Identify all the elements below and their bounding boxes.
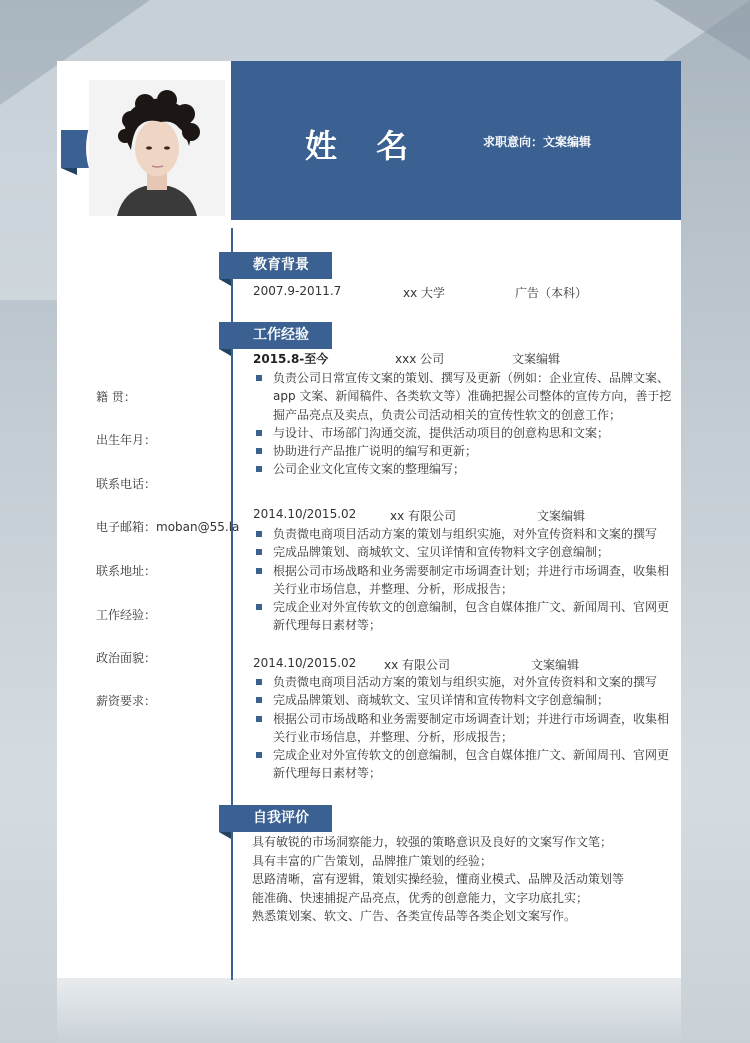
bullet-icon xyxy=(256,430,262,436)
list-item: 负责微电商项目活动方案的策划与组织实施，对外宣传资料和文案的撰写 xyxy=(253,673,673,691)
list-item: 公司企业文化宣传文案的整理编写； xyxy=(253,460,673,478)
list-item: 负责公司日常宣传文案的策划、撰写及更新（例如：企业宣传、品牌文案、app 文案、新闻稿件、各类软文等）准确把握公司整体的宣传方向，善于挖掘产品亮点及卖点，负责公司活动相关的宣传性软文的创意工作； xyxy=(253,369,673,424)
page-reflection xyxy=(57,978,681,1043)
sidebar-item-birth: 出生年月： xyxy=(96,433,157,447)
bullet-icon xyxy=(256,568,262,574)
sidebar-item-experience: 工作经验： xyxy=(96,608,157,622)
self-eval-line: 具有敏锐的市场洞察能力，较强的策略意识及良好的文案写作文笔； xyxy=(252,835,613,849)
bullet-icon xyxy=(256,604,262,610)
section-title-education: 教育背景 xyxy=(219,252,332,279)
list-item: 完成品牌策划、商城软文、宝贝详情和宣传物料文字创意编制； xyxy=(253,691,673,709)
header-left-tab-fold xyxy=(61,168,77,175)
sidebar-item-origin: 籍 贯： xyxy=(96,390,136,404)
section-fold-work xyxy=(219,349,231,356)
job-1-period: 2015.8-至今 xyxy=(253,352,329,366)
job-2-period: 2014.10/2015.02 xyxy=(253,507,357,521)
bullet-icon xyxy=(256,716,262,722)
self-eval-text xyxy=(252,833,672,926)
self-eval-line: 熟悉策划案、软文、广告、各类宣传品等各类企划文案写作。 xyxy=(252,909,577,924)
job-1-company: xxx 公司 xyxy=(395,352,445,366)
bullet-icon xyxy=(256,466,262,472)
list-item: 根据公司市场战略和业务需要制定市场调查计划；并进行市场调查，收集相关行业市场信息，并整理、分析，形成报告； xyxy=(253,562,673,599)
sidebar-item-salary: 薪资要求： xyxy=(96,694,157,708)
section-title-self-eval: 自我评价 xyxy=(219,805,332,832)
list-item: 完成企业对外宣传软文的创意编制，包含自媒体推广文、新闻周刊、官网更新代理每日素材等； xyxy=(253,598,673,635)
education-period: 2007.9-2011.7 xyxy=(253,284,342,298)
self-eval-line: 能准确、快速捕捉产品亮点，优秀的创意能力，文字功底扎实； xyxy=(252,890,589,905)
bullet-icon xyxy=(256,531,262,537)
job-2-company: xx 有限公司 xyxy=(390,509,457,523)
avatar xyxy=(89,80,225,216)
sidebar-item-politics: 政治面貌： xyxy=(96,651,157,665)
list-item: 完成企业对外宣传软文的创意编制，包含自媒体推广文、新闻周刊、官网更新代理每日素材等； xyxy=(253,746,673,783)
sidebar-item-email: 电子邮箱：moban@55.la xyxy=(96,520,240,534)
sidebar-item-address: 联系地址： xyxy=(96,564,157,578)
job-intent-value: 文案编辑 xyxy=(543,135,592,149)
bullet-icon xyxy=(256,697,262,703)
sidebar-item-phone: 联系电话： xyxy=(96,477,157,491)
list-item: 完成品牌策划、商城软文、宝贝详情和宣传物料文字创意编制； xyxy=(253,543,673,561)
self-eval-line: 思路清晰，富有逻辑，策划实操经验，懂商业模式、品牌及活动策划等 xyxy=(252,872,625,887)
section-fold-education xyxy=(219,279,231,286)
candidate-name: 姓 名 xyxy=(305,127,423,165)
bullet-icon xyxy=(256,549,262,555)
education-major: 广告（本科） xyxy=(515,286,588,300)
list-item: 负责微电商项目活动方案的策划与组织实施，对外宣传资料和文案的撰写 xyxy=(253,525,673,543)
job-2-duties xyxy=(253,525,673,635)
job-3-role: 文案编辑 xyxy=(531,658,580,672)
job-intent-label: 求职意向： xyxy=(483,135,544,149)
section-title-work: 工作经验 xyxy=(219,322,332,349)
job-1-duties xyxy=(253,369,673,479)
job-1-role: 文案编辑 xyxy=(512,352,561,366)
header-band xyxy=(231,61,681,220)
self-eval-line: 具有丰富的广告策划，品牌推广策划的经验； xyxy=(252,853,493,868)
bullet-icon xyxy=(256,752,262,758)
bullet-icon xyxy=(256,679,262,685)
job-3-period: 2014.10/2015.02 xyxy=(253,656,357,670)
section-fold-self-eval xyxy=(219,832,231,839)
bullet-icon xyxy=(256,375,262,381)
list-item: 根据公司市场战略和业务需要制定市场调查计划；并进行市场调查，收集相关行业市场信息，并整理、分析，形成报告； xyxy=(253,710,673,747)
job-3-duties xyxy=(253,673,673,783)
bullet-icon xyxy=(256,448,262,454)
job-3-company: xx 有限公司 xyxy=(384,658,451,672)
job-intent xyxy=(483,133,591,150)
list-item: 协助进行产品推广说明的编写和更新； xyxy=(253,442,673,460)
avatar-portrait xyxy=(89,80,225,216)
list-item: 与设计、市场部门沟通交流，提供活动项目的创意构思和文案； xyxy=(253,424,673,442)
job-2-role: 文案编辑 xyxy=(537,509,586,523)
education-school: xx 大学 xyxy=(403,286,446,300)
